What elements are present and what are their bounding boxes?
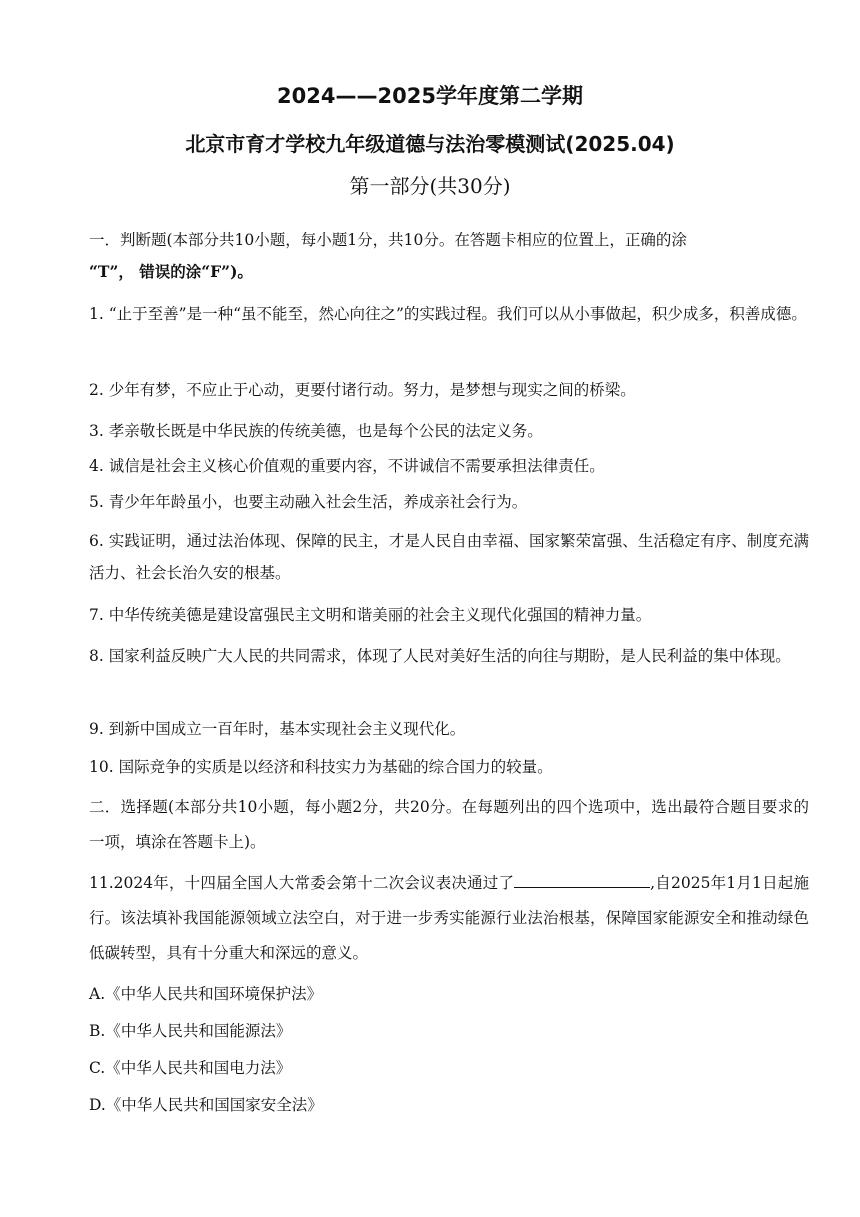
question-3: 3. 孝亲敬长既是中华民族的传统美德，也是每个公民的法定义务。 bbox=[89, 422, 543, 440]
section1-instruction-text: 一．判断题(本部分共10小题，每小题1分，共10分。在答题卡相应的位置上，正确的涂 bbox=[89, 231, 687, 249]
question-8: 8. 国家利益反映广大人民的共同需求，体现了人民对美好生活的向往与期盼，是人民利益的集中体现。 bbox=[89, 647, 791, 665]
answer-blank bbox=[514, 869, 650, 888]
question-7: 7. 中华传统美德是建设富强民主文明和谐美丽的社会主义现代化强国的精神力量。 bbox=[89, 606, 652, 624]
question-11-stem-end: ,自2025年1月1日起施行。该法填补我国能源领域立法空白，对于进一步秀实能源行业法治根基，保障国家能源安全和推动绿色低碳转型，具有十分重大和深远的意义。 bbox=[89, 874, 809, 962]
section2-instruction: 二．选择题(本部分共10小题，每小题2分，共20分。在每题列出的四个选项中，选出最符合题目要求的一项，填涂在答题卡上)。 bbox=[89, 798, 809, 851]
question-9: 9. 到新中国成立一百年时，基本实现社会主义现代化。 bbox=[89, 720, 466, 738]
section1-instruction bbox=[89, 224, 809, 288]
option-c: C.《中华人民共和国电力法》 bbox=[89, 1059, 292, 1077]
question-2: 2. 少年有梦，不应止于心动，更要付诸行动。努力，是梦想与现实之间的桥梁。 bbox=[89, 381, 636, 399]
term-title: 2024——2025学年度第二学期 bbox=[277, 84, 583, 108]
option-b: B.《中华人民共和国能源法》 bbox=[89, 1022, 292, 1040]
exam-title: 北京市育才学校九年级道德与法治零模测试(2025.04) bbox=[185, 132, 675, 156]
question-4: 4. 诚信是社会主义核心价值观的重要内容，不讲诚信不需要承担法律责任。 bbox=[89, 457, 605, 475]
question-1: 1. “止于至善”是一种“虽不能至，然心向往之”的实践过程。我们可以从小事做起，积少成多，积善成德。 bbox=[89, 305, 807, 323]
question-10: 10. 国际竞争的实质是以经济和科技实力为基础的综合国力的较量。 bbox=[89, 758, 553, 776]
question-11 bbox=[89, 866, 809, 971]
section1-instruction-bold: “T”， 错误的涂“F”)。 bbox=[89, 262, 253, 281]
question-11-stem-start: 11.2024年，十四届全国人大常委会第十二次会议表决通过了 bbox=[89, 874, 515, 892]
part-title: 第一部分(共30分) bbox=[349, 174, 511, 198]
question-5: 5. 青少年年龄虽小，也要主动融入社会生活，养成亲社会行为。 bbox=[89, 493, 528, 511]
option-d: D.《中华人民共和国国家安全法》 bbox=[89, 1096, 323, 1114]
option-a: A.《中华人民共和国环境保护法》 bbox=[89, 985, 323, 1003]
question-6: 6. 实践证明，通过法治体现、保障的民主，才是人民自由幸福、国家繁荣富强、生活稳定有序、制度充满活力、社会长治久安的根基。 bbox=[89, 532, 809, 582]
